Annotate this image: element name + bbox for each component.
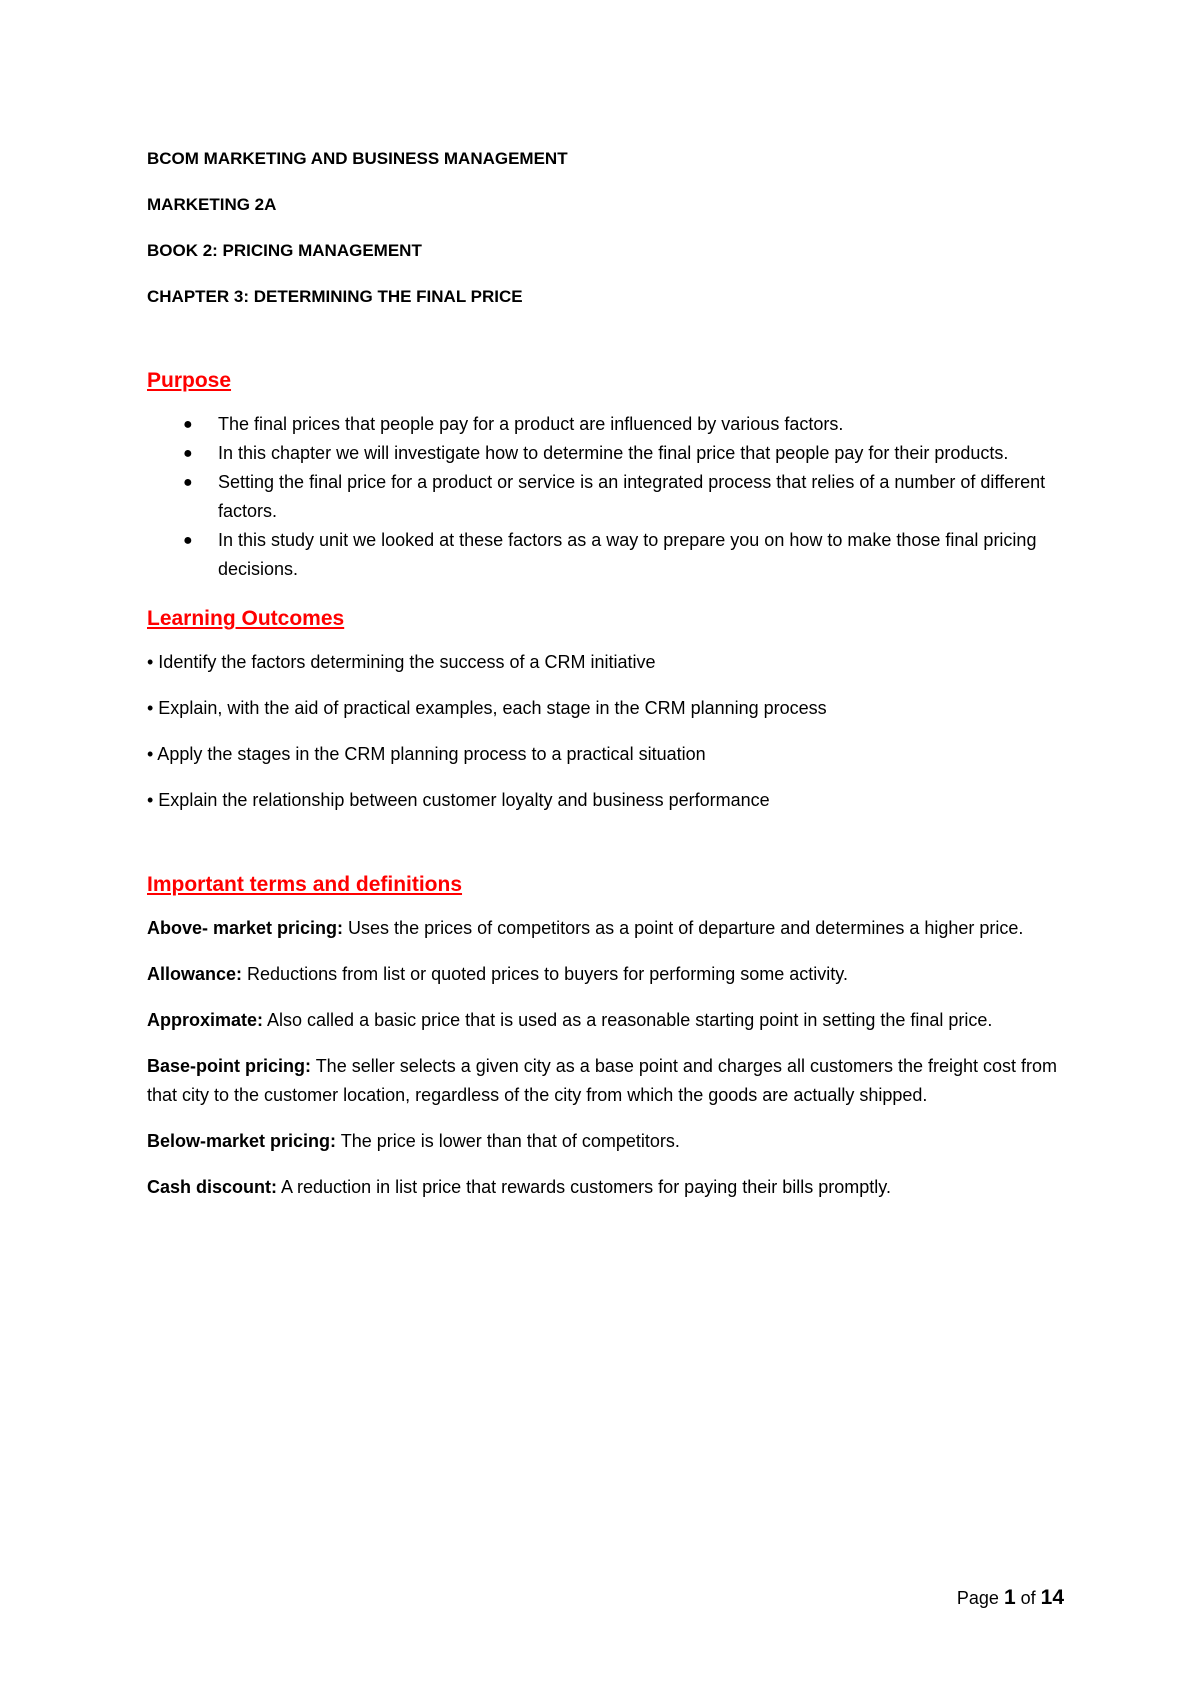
- term-entry: [147, 914, 1077, 943]
- term-entry: [147, 1127, 1077, 1156]
- term-definition: Uses the prices of competitors as a point of departure and determines a higher price.: [343, 918, 1024, 938]
- term-name: Allowance:: [147, 964, 243, 984]
- bullet-icon: ●: [183, 532, 193, 549]
- bullet-icon: ●: [183, 445, 193, 462]
- term-definition: The price is lower than that of competitors.: [336, 1131, 680, 1151]
- term-name: Approximate:: [147, 1010, 264, 1030]
- list-item: ● In this chapter we will investigate how to determine the final price that people pay for their products.: [147, 439, 1077, 468]
- term-entry: [147, 1006, 1077, 1035]
- learning-outcomes-heading: Learning Outcomes: [147, 607, 345, 630]
- term-definition: Reductions from list or quoted prices to buyers for performing some activity.: [242, 964, 848, 984]
- current-page-number: 1: [1003, 1586, 1016, 1609]
- term-definition: The seller selects a given city as a base point and charges all customers the freight cost from that city to the customer location, regardless of the city from which the goods are actually shipped.: [147, 1056, 1058, 1105]
- terms-list: [147, 914, 1077, 1202]
- term-name: Cash discount:: [147, 1177, 278, 1197]
- list-item: • Identify the factors determining the success of a CRM initiative: [147, 652, 656, 672]
- list-item: • Explain the relationship between customer loyalty and business performance: [147, 790, 770, 810]
- term-name: Base-point pricing:: [147, 1056, 312, 1076]
- learning-outcomes-list: [147, 650, 1077, 812]
- term-entry: [147, 1052, 1077, 1110]
- degree-title: BCOM MARKETING AND BUSINESS MANAGEMENT: [147, 149, 568, 168]
- module-title: MARKETING 2A: [147, 195, 277, 214]
- term-name: Above- market pricing:: [147, 918, 344, 938]
- page-number-footer: [957, 1586, 1064, 1610]
- list-item: • Explain, with the aid of practical examples, each stage in the CRM planning process: [147, 698, 827, 718]
- term-definition: Also called a basic price that is used as a reasonable starting point in setting the final price.: [263, 1010, 993, 1030]
- list-item: • Apply the stages in the CRM planning process to a practical situation: [147, 744, 706, 764]
- terms-heading: Important terms and definitions: [147, 873, 463, 896]
- term-name: Below-market pricing:: [147, 1131, 337, 1151]
- book-title: BOOK 2: PRICING MANAGEMENT: [147, 241, 422, 260]
- page-content: [147, 148, 1077, 1219]
- list-item: ● The final prices that people pay for a product are influenced by various factors.: [147, 410, 1077, 439]
- purpose-list: [147, 410, 1077, 584]
- page-word: Page: [956, 1588, 1004, 1608]
- of-word: of: [1015, 1588, 1041, 1608]
- bullet-icon: ●: [183, 416, 193, 433]
- list-item: ● Setting the final price for a product or service is an integrated process that relies of a number of different factors.: [147, 468, 1077, 526]
- chapter-title: CHAPTER 3: DETERMINING THE FINAL PRICE: [147, 287, 523, 306]
- total-page-count: 14: [1040, 1586, 1064, 1609]
- bullet-icon: ●: [183, 474, 193, 491]
- purpose-heading: Purpose: [147, 369, 232, 392]
- term-entry: [147, 960, 1077, 989]
- list-item: ● In this study unit we looked at these factors as a way to prepare you on how to make those final pricing decisions.: [147, 526, 1077, 584]
- term-definition: A reduction in list price that rewards customers for paying their bills promptly.: [277, 1177, 891, 1197]
- term-entry: [147, 1173, 1077, 1202]
